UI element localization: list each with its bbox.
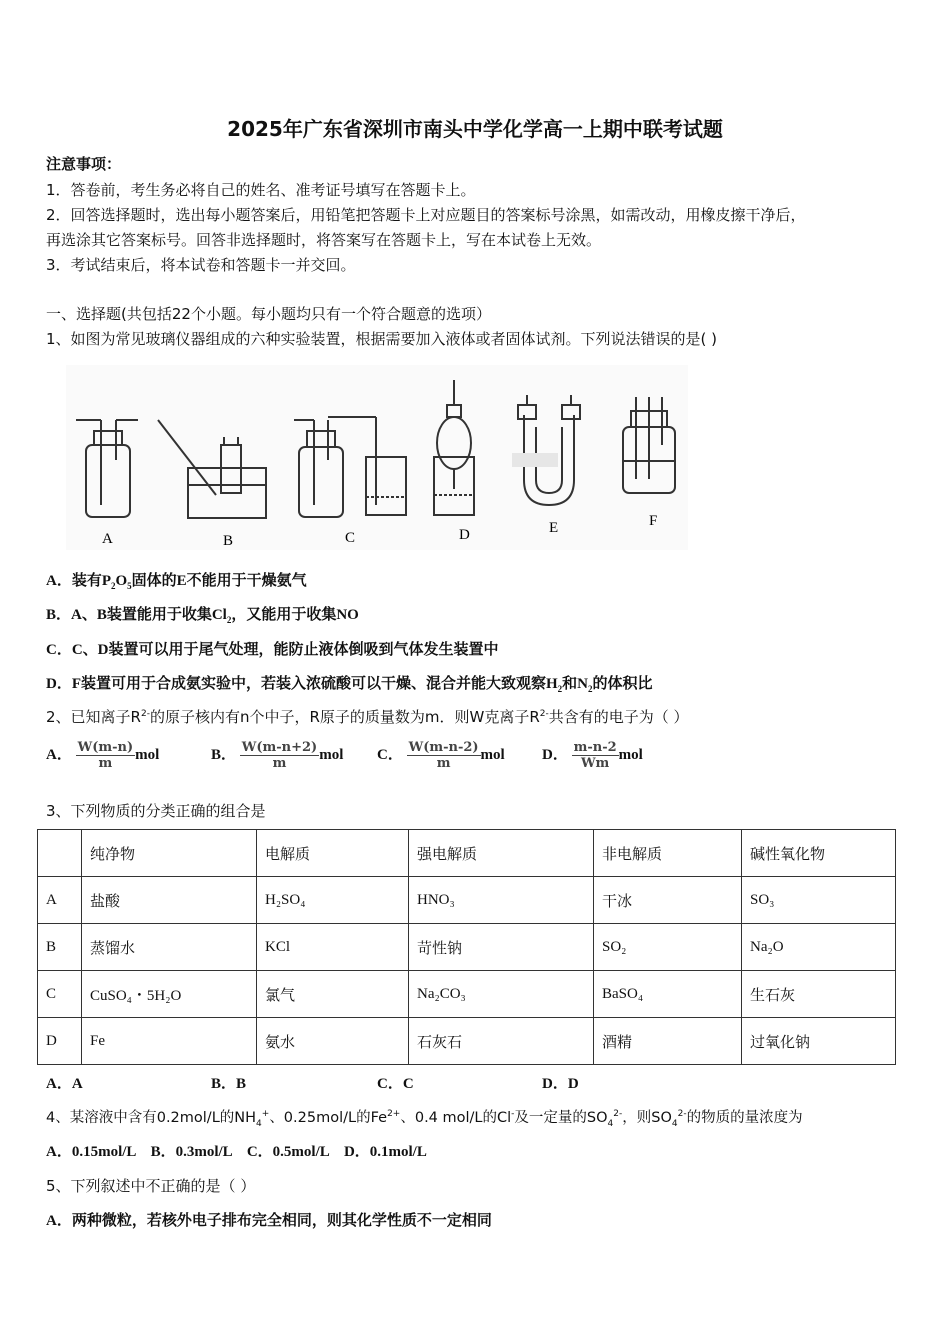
figure-label-d: D <box>459 527 470 543</box>
table-cell: SO₂ <box>594 924 742 971</box>
q2-option-b: B． $\frac{W(m-n+2)}{m}$ mol <box>211 740 344 771</box>
table-cell: A <box>38 877 82 924</box>
q3-stem: 3、下列物质的分类正确的组合是 <box>46 802 266 820</box>
table-header-cell: 碱性氧化物 <box>742 830 896 877</box>
table-row <box>38 971 896 1018</box>
table-cell: KCl <box>257 924 409 971</box>
table-header-cell: 电解质 <box>257 830 409 877</box>
table-cell: 盐酸 <box>82 877 257 924</box>
table-cell: Na₂CO₃ <box>409 971 594 1018</box>
apparatus-figure <box>66 365 688 550</box>
q2-option-a: A． $\frac{W(m-n)}{m}$ mol <box>46 740 160 771</box>
table-cell: 过氧化钠 <box>742 1018 896 1065</box>
q4-stem: 4、某溶液中含有0.2mol/L的$NH_4^+$、0.25mol/L的$Fe^{2+}$、0.4 mol/L的Cl-及一定量的$SO_4^{2-}$，则$SO_4^{2-}$的物质的量浓度为 <box>46 1109 803 1129</box>
figure-label-a: A <box>102 531 113 547</box>
notice-item-3: 3．考试结束后，将本试卷和答题卡一并交回。 <box>46 256 356 274</box>
q1-option-a: A．装有$P_2O_5$固体的E不能用于干燥氨气 <box>46 573 307 591</box>
table-cell: 苛性钠 <box>409 924 594 971</box>
q5-option-a: A．两种微粒，若核外电子排布完全相同，则其化学性质不一定相同 <box>46 1213 492 1229</box>
table-cell: HNO₃ <box>409 877 594 924</box>
table-row <box>38 877 896 924</box>
table-cell: 蒸馏水 <box>82 924 257 971</box>
table-cell: 石灰石 <box>409 1018 594 1065</box>
q3-option-a: A．A <box>46 1076 83 1092</box>
table-cell: H₂SO₄ <box>257 877 409 924</box>
table-cell: SO₃ <box>742 877 896 924</box>
q4-options: A．0.15mol/L B．0.3mol/L C．0.5mol/L D．0.1mol/L <box>46 1144 427 1160</box>
q2-stem: 2、已知离子$R^{2-}$的原子核内有n个中子，R原子的质量数为m．则W克离子$R^{2-}$共含有的电子为（ ） <box>46 708 689 726</box>
table-header-cell: 非电解质 <box>594 830 742 877</box>
table-cell: BaSO₄ <box>594 971 742 1018</box>
q3-option-d: D．D <box>542 1076 579 1092</box>
figure-label-e: E <box>549 520 559 536</box>
table-header-row <box>38 830 896 877</box>
notice-item-2: 2．回答选择题时，选出每小题答案后，用铅笔把答题卡上对应题目的答案标号涂黑，如需改动，用橡皮擦干净后， <box>46 206 806 224</box>
q5-stem: 5、下列叙述中不正确的是（ ） <box>46 1177 256 1195</box>
q1-option-d: D．F装置可用于合成氨实验中，若装入浓硫酸可以干燥、混合并能大致观察$H_2$和$N_2$的体积比 <box>46 676 653 694</box>
table-cell: 生石灰 <box>742 971 896 1018</box>
table-header-cell <box>38 830 82 877</box>
table-cell: Na₂O <box>742 924 896 971</box>
table-cell: CuSO₄・5H₂O <box>82 971 257 1018</box>
table-cell: 氨水 <box>257 1018 409 1065</box>
page-title: 2025年广东省深圳市南头中学化学高一上期中联考试题 <box>227 117 723 141</box>
notice-item-2-cont: 再选涂其它答案标号。回答非选择题时，将答案写在答题卡上，写在本试卷上无效。 <box>46 231 602 249</box>
table-cell: 干冰 <box>594 877 742 924</box>
q3-option-b: B．B <box>211 1076 247 1092</box>
section-heading: 一、选择题(共包括22个小题。每小题均只有一个符合题意的选项） <box>46 305 491 323</box>
table-header-cell: 强电解质 <box>409 830 594 877</box>
figure-label-b: B <box>223 533 234 549</box>
table-row <box>38 1018 896 1065</box>
table-cell: Fe <box>82 1018 257 1065</box>
table-cell: C <box>38 971 82 1018</box>
q1-stem: 1、如图为常见玻璃仪器组成的六种实验装置，根据需要加入液体或者固体试剂。下列说法错误的是( ) <box>46 330 718 348</box>
figure-label-c: C <box>345 530 356 546</box>
classification-table <box>37 829 896 1065</box>
q1-option-c: C．C、D装置可以用于尾气处理，能防止液体倒吸到气体发生装置中 <box>46 642 499 658</box>
q3-option-c: C．C <box>377 1076 414 1092</box>
q2-option-d: D． $\frac{m-n-2}{Wm}$ mol <box>542 740 643 771</box>
table-cell: 酒精 <box>594 1018 742 1065</box>
q2-option-c: C． $\frac{W(m-n-2)}{m}$ mol <box>377 740 505 771</box>
table-header-cell: 纯净物 <box>82 830 257 877</box>
table-cell: B <box>38 924 82 971</box>
q1-option-b: B．A、B装置能用于收集$Cl_2$，又能用于收集NO <box>46 607 359 625</box>
notice-item-1: 1．答卷前，考生务必将自己的姓名、准考证号填写在答题卡上。 <box>46 181 476 199</box>
table-cell: D <box>38 1018 82 1065</box>
figure-label-f: F <box>649 513 658 529</box>
notice-heading: 注意事项： <box>46 155 122 173</box>
table-row <box>38 924 896 971</box>
table-cell: 氯气 <box>257 971 409 1018</box>
